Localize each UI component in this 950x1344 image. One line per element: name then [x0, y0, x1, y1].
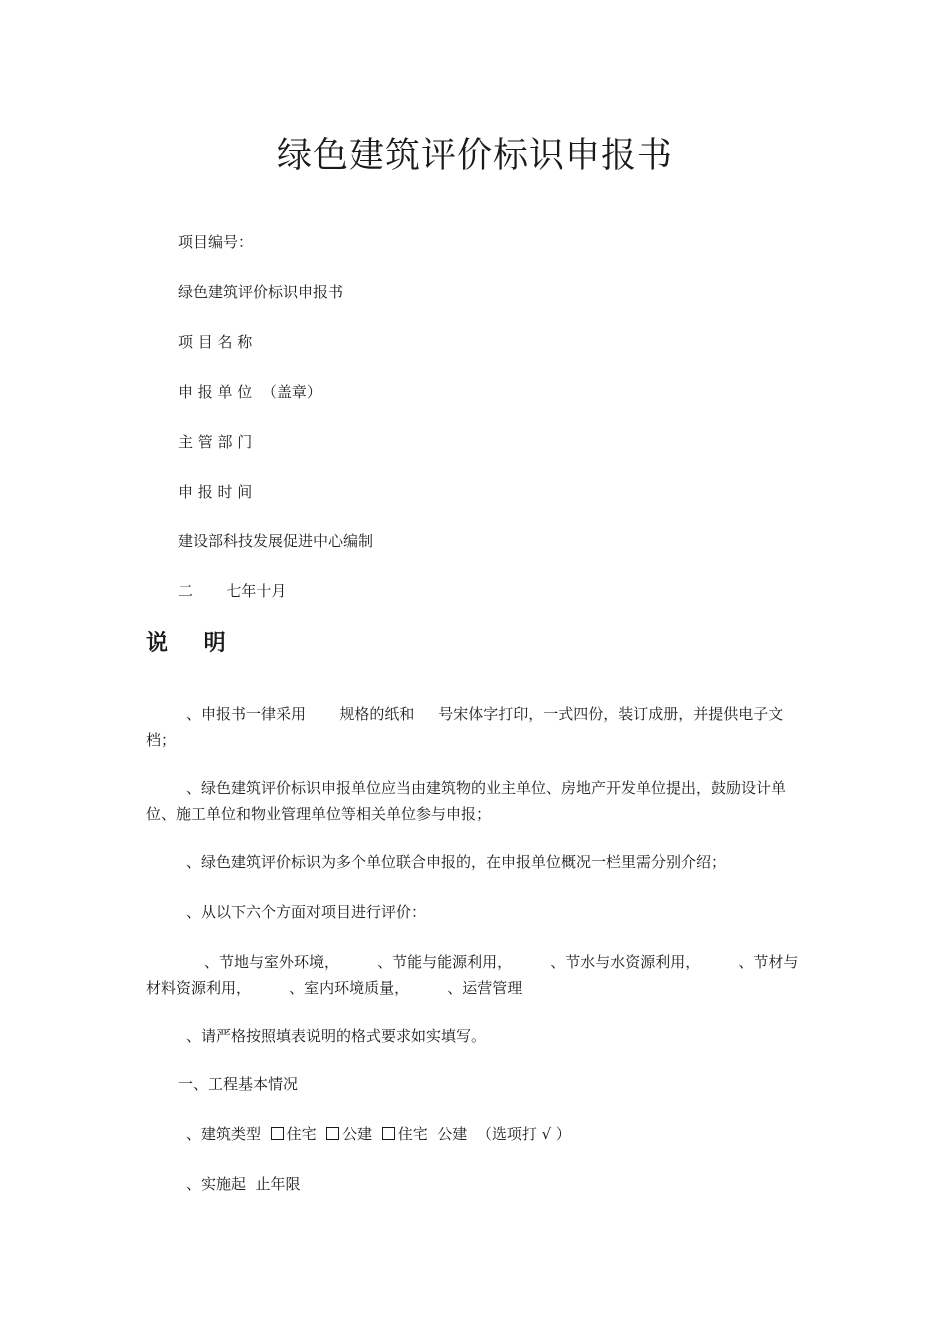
note-item-1 [146, 701, 810, 753]
note-item-6-text: 、请严格按照填表说明的格式要求如实填写。 [186, 1027, 487, 1045]
compiled-by: 建设部科技发展促进中心编制 [178, 532, 374, 550]
note-item-4 [146, 899, 810, 925]
note-item-4-text: 、从以下六个方面对项目进行评价： [186, 903, 427, 921]
building-type-label: 、建筑类型 [186, 1125, 262, 1143]
cover-subtitle: 绿色建筑评价标识申报书 [178, 283, 344, 301]
applicant-label: 申 报 单 位 [178, 383, 253, 401]
mixed-checkbox[interactable] [382, 1127, 395, 1140]
note-item-6 [146, 1023, 810, 1049]
applicant-row [178, 381, 322, 403]
mixed-option-b: 公建 [437, 1125, 468, 1143]
applicant-seal-note: （盖章） [261, 383, 322, 401]
document-title: 绿色建筑评价标识申报书 [276, 136, 673, 176]
note-item-5-text: 、节地与室外环境， 、节能与能源利用， 、节水与水资源利用， 、节材与材料资源利用， 、室内环境质量， 、运营管理 [146, 953, 799, 997]
residential-option: 住宅 [286, 1125, 317, 1143]
date-text: 二 七年十月 [178, 582, 287, 600]
note-item-1-text: 、申报书一律采用 规格的纸和 号宋体字打印，一式四份，装订成册，并提供电子文档； [146, 705, 784, 749]
note-item-3-text: 、绿色建筑评价标识为多个单位联合申报的，在申报单位概况一栏里需分别介绍； [186, 853, 727, 871]
authority-label: 主 管 部 门 [178, 433, 253, 451]
date-label: 申 报 时 间 [178, 483, 253, 501]
public-option: 公建 [342, 1125, 373, 1143]
residential-checkbox[interactable] [271, 1127, 284, 1140]
notes-heading: 说 明 [146, 631, 240, 656]
project-number-label: 项目编号： [178, 233, 254, 251]
public-checkbox[interactable] [326, 1127, 339, 1140]
building-type-row [186, 1123, 571, 1145]
mixed-option-a: 住宅 [397, 1125, 428, 1143]
note-item-3 [146, 849, 810, 875]
section-1-heading: 一、工程基本情况 [178, 1075, 299, 1093]
period-label: 、实施起 止年限 [186, 1175, 301, 1193]
project-name-label: 项 目 名 称 [178, 333, 253, 351]
note-item-2 [146, 775, 810, 827]
note-item-2-text: 、绿色建筑评价标识申报单位应当由建筑物的业主单位、房地产开发单位提出，鼓励设计单位、施工单位和物业管理单位等相关单位参与申报； [146, 779, 787, 823]
note-item-5 [146, 949, 810, 1001]
option-hint: （选项打 √ ） [476, 1125, 571, 1143]
